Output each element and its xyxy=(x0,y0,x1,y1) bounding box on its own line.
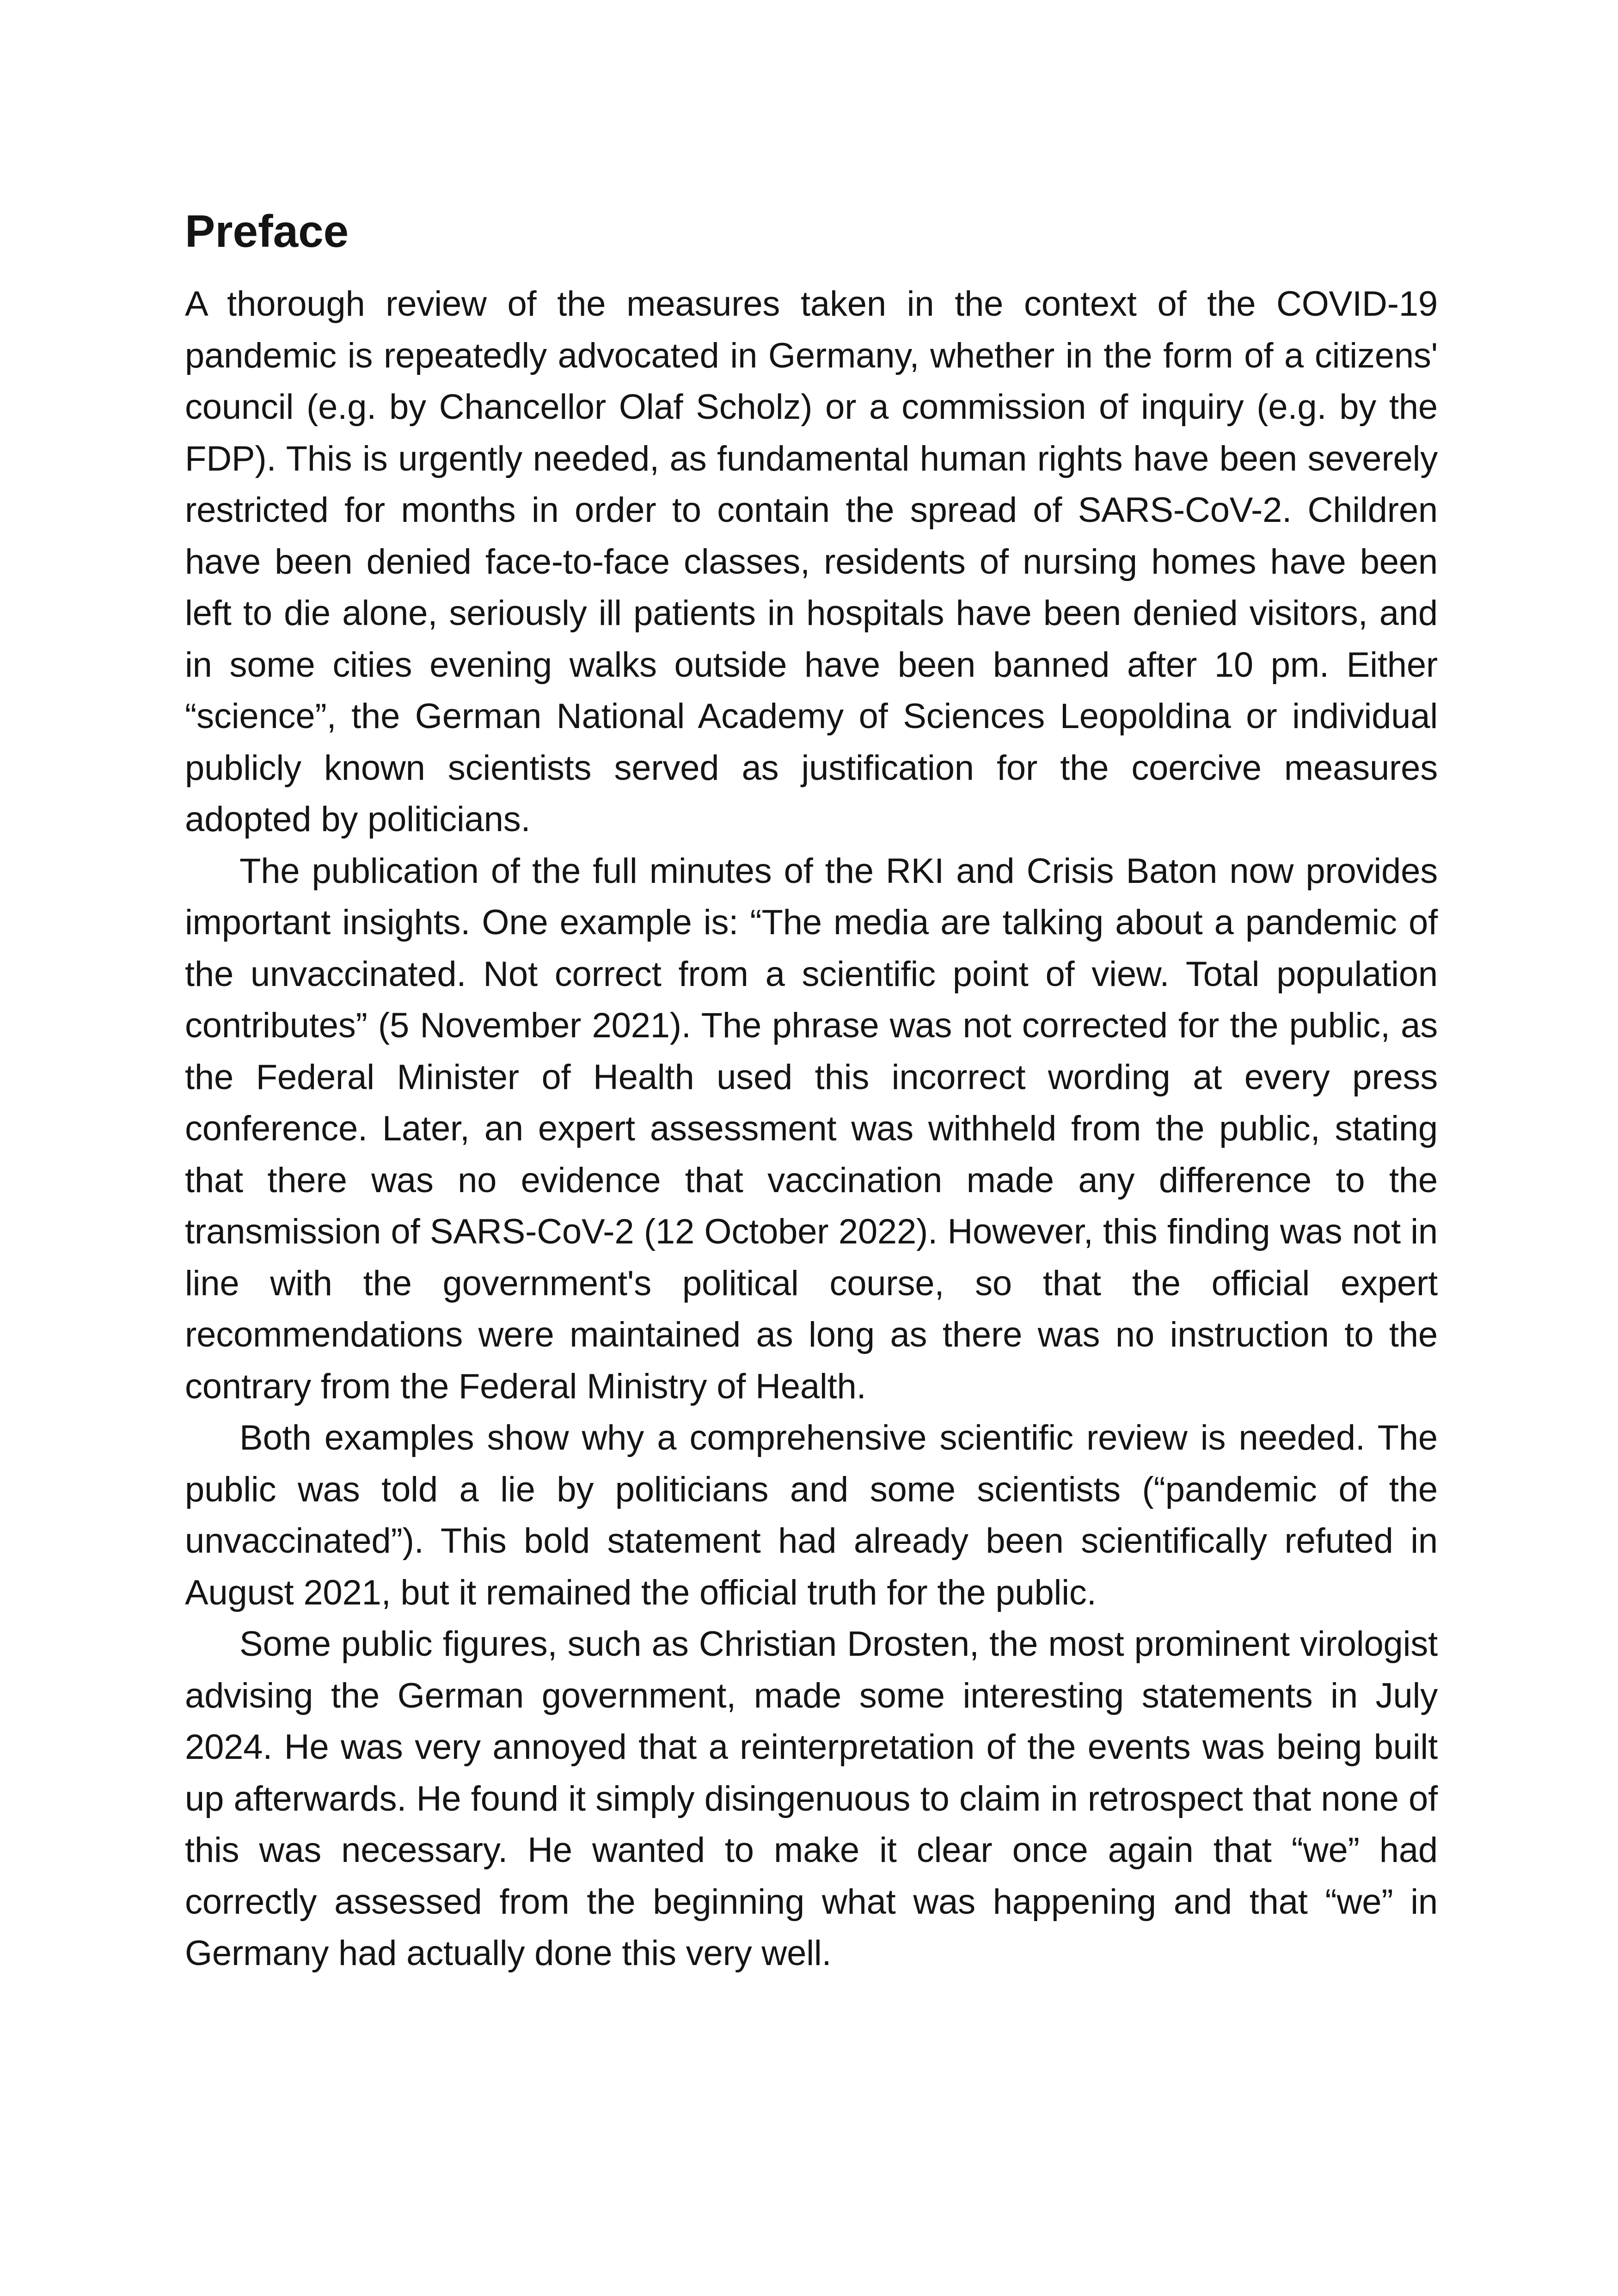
paragraph-4: Some public figures, such as Christian Drosten, the most prominent virologist advising the German government, made some interesting statements in July 2024. He was very annoyed that a reinterpretation of the events was being built up afterwards. He found it simply disingenuous to claim in retrospect that none of this was necessary. He wanted to make it clear once again that “we” had correctly assessed from the beginning what was happening and that “we” in Germany had actually done this very well. xyxy=(185,1624,1438,1973)
paragraph-2: The publication of the full minutes of the RKI and Crisis Baton now provides important insights. One example is: “The media are talking about a pandemic of the unvaccinated. Not correct from a scientific point of view. Total population contributes” (5 November 2021). The phrase was not corrected for the public, as the Federal Minister of Health used this incorrect wording at every press conference. Later, an expert assessment was withheld from the public, stating that there was no evidence that vaccination made any difference to the transmission of SARS-CoV-2 (12 October 2022). However, this finding was not in line with the government's political course, so that the official expert recommendations were maintained as long as there was no instruction to the contrary from the Federal Ministry of Health. xyxy=(185,851,1438,1406)
paragraph-3: Both examples show why a comprehensive scientific review is needed. The public was told a lie by politicians and some scientists (“pandemic of the unvaccinated”). This bold statement had already been scientifically refuted in August 2021, but it remained the official truth for the public. xyxy=(185,1418,1438,1612)
paragraph-1: A thorough review of the measures taken in the context of the COVID-19 pandemic is repeatedly advocated in Germany, whether in the form of a citizens' council (e.g. by Chancellor Olaf Scholz) or a commission of inquiry (e.g. by the FDP). This is urgently needed, as fundamental human rights have been severely restricted for months in order to contain the spread of SARS-CoV-2. Children have been denied face-to-face classes, residents of nursing homes have been left to die alone, seriously ill patients in hospitals have been denied visitors, and in some cities evening walks outside have been banned after 10 pm. Either “science”, the German National Academy of Sciences Leopoldina or individual publicly known scientists served as justification for the coercive measures adopted by politicians. xyxy=(185,284,1438,839)
page-title: Preface xyxy=(185,206,349,257)
document-page xyxy=(185,203,1438,1979)
